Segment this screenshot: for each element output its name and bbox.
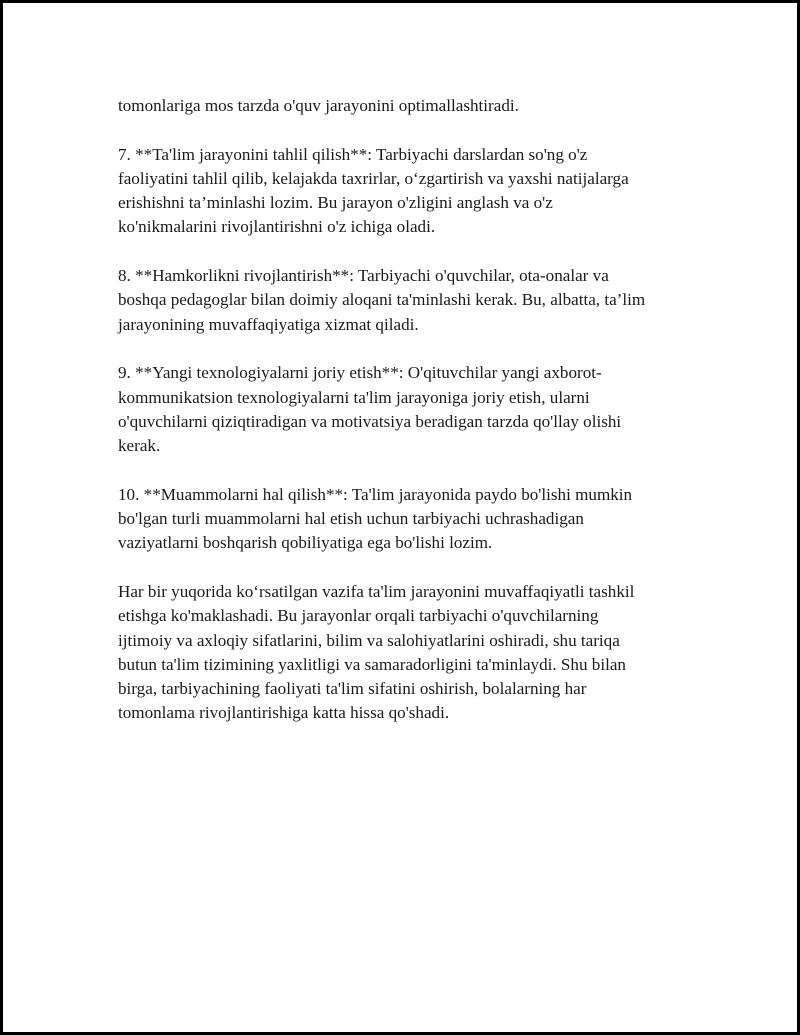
paragraph-intro-continuation: [118, 94, 698, 118]
text-line: etishga ko'maklashadi. Bu jarayonlar orqali tarbiyachi o'quvchilarning: [118, 606, 599, 626]
text-line: bo'lgan turli muammolarni hal etish uchun tarbiyachi uchrashadigan: [118, 509, 584, 529]
text-line: ko'nikmalarini rivojlantirishni o'z ichiga oladi.: [118, 217, 436, 237]
text-line: jarayonining muvaffaqiyatiga xizmat qiladi.: [118, 314, 419, 334]
paragraph-conclusion: [118, 580, 698, 726]
text-line: kommunikatsion texnologiyalarni ta'lim jarayoniga joriy etish, ularni: [118, 387, 590, 407]
text-line: faoliyatini tahlil qilib, kelajakda taxrirlar, o‘zgartirish va yaxshi natijalarga: [118, 168, 629, 188]
text-line: 10. **Muammolarni hal qilish**: Ta'lim jarayonida paydo bo'lishi mumkin: [118, 484, 633, 504]
text-line: Har bir yuqorida ko‘rsatilgan vazifa ta'lim jarayonini muvaffaqiyatli tashkil: [118, 581, 635, 601]
text-line: kerak.: [118, 436, 161, 456]
text-line: birga, tarbiyachining faoliyati ta'lim sifatini oshirish, bolalarning har: [118, 679, 587, 699]
paragraph-item-7: [118, 143, 698, 240]
document-body: [118, 94, 698, 726]
paragraph-item-9: [118, 361, 698, 458]
text-line: butun ta'lim tizimining yaxlitligi va samaradorligini ta'minlaydi. Shu bilan: [118, 654, 626, 674]
text-line: erishishni ta’minlashi lozim. Bu jarayon o'zligini anglash va o'z: [118, 193, 553, 213]
paragraph-item-8: [118, 264, 698, 337]
text-line: 7. **Ta'lim jarayonini tahlil qilish**: Tarbiyachi darslardan so'ng o'z: [118, 144, 588, 164]
text-line: 9. **Yangi texnologiyalarni joriy etish**: O'qituvchilar yangi axborot-: [118, 363, 602, 383]
text-line: vaziyatlarni boshqarish qobiliyatiga ega bo'lishi lozim.: [118, 533, 493, 553]
text-line: 8. **Hamkorlikni rivojlantirish**: Tarbiyachi o'quvchilar, ota-onalar va: [118, 266, 609, 286]
text-line: ijtimoiy va axloqiy sifatlarini, bilim va salohiyatlarini oshiradi, shu tariqa: [118, 630, 620, 650]
text-line: tomonlama rivojlantirishiga katta hissa qo'shadi.: [118, 703, 450, 723]
text-line: tomonlariga mos tarzda o'quv jarayonini optimallashtiradi.: [118, 96, 519, 115]
text-line: boshqa pedagoglar bilan doimiy aloqani ta'minlashi kerak. Bu, albatta, ta’lim: [118, 290, 646, 310]
text-line: o'quvchilarni qiziqtiradigan va motivatsiya beradigan tarzda qo'llay olishi: [118, 411, 622, 431]
paragraph-item-10: [118, 483, 698, 556]
